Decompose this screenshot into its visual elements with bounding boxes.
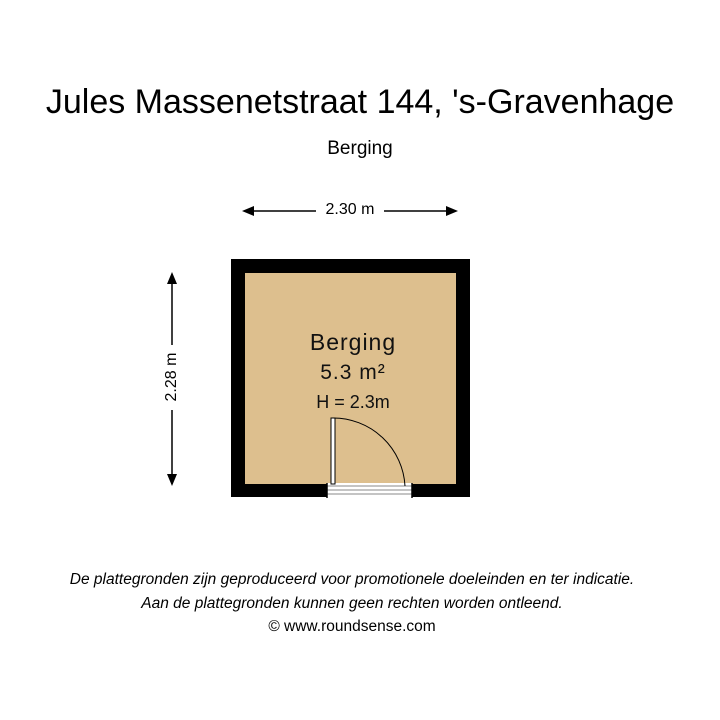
arrow-down-icon bbox=[167, 474, 177, 486]
page-title: Jules Massenetstraat 144, 's-Gravenhage bbox=[45, 83, 675, 121]
height-label: 2.28 m bbox=[163, 352, 180, 402]
disclaimer-line-2: Aan de plattegronden kunnen geen rechten worden ontleend. bbox=[141, 595, 563, 612]
room-height: H = 2.3m bbox=[316, 392, 390, 412]
floor-subtitle: Berging bbox=[327, 138, 393, 159]
arrow-left-icon bbox=[242, 206, 254, 216]
room-name: Berging bbox=[309, 329, 397, 355]
arrow-right-icon bbox=[446, 206, 458, 216]
arrow-up-icon bbox=[167, 272, 177, 284]
room-area: 5.3 m² bbox=[320, 361, 386, 384]
copyright-link[interactable]: © www.roundsense.com bbox=[268, 618, 436, 635]
disclaimer-line-1: De plattegronden zijn geproduceerd voor promotionele doeleinden en ter indicatie. bbox=[69, 571, 635, 588]
width-label: 2.30 m bbox=[325, 201, 375, 218]
